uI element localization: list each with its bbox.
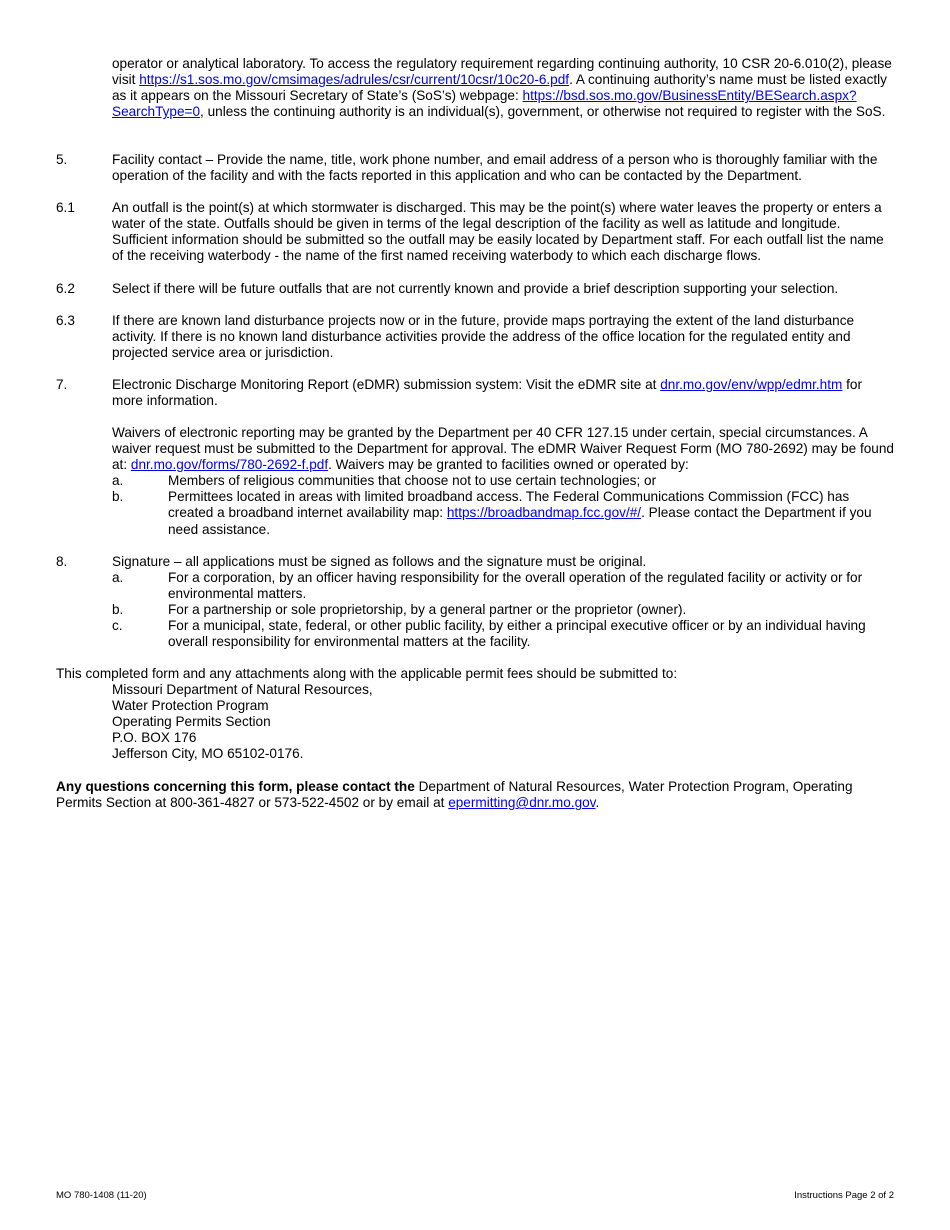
item-6-3-text: If there are known land disturbance projects now or in the future, provide maps portraying the extent of the land disturbance activity. If there is no known land disturbance activities provide the address of the office location for the regulated entity and projected service area or jurisdiction. xyxy=(112,313,855,361)
item-6-1 xyxy=(56,200,896,264)
intro-text-2: . A continuing authority’s name must be listed exactly as it appears on the Missouri Secretary of State’s (SoS’s) webpage: xyxy=(112,72,887,104)
signature-item-c xyxy=(56,618,896,650)
waiver-item-a-letter: a. xyxy=(112,473,124,489)
signature-item-b xyxy=(56,602,896,618)
signature-item-c-text: For a municipal, state, federal, or other public facility, by either a principal executive officer or by an individual having overall responsibility for environmental matters at the facility. xyxy=(168,618,866,650)
item-7-text-2: for more information. xyxy=(112,377,862,409)
item-5-number: 5. xyxy=(56,152,68,167)
contact-paragraph xyxy=(56,779,896,811)
waiver-text-2: . Waivers may be granted to facilities owned or operated by: xyxy=(328,457,689,473)
address-line: Missouri Department of Natural Resources, xyxy=(112,682,373,698)
waiver-form-link[interactable]: dnr.mo.gov/forms/780-2692-f.pdf xyxy=(130,457,329,473)
mailing-address xyxy=(56,682,896,762)
waiver-item-a-text: Members of religious communities that choose not to use certain technologies; or xyxy=(168,473,657,489)
waiver-item-b-text-1: Permittees located in areas with limited broadband access. The Federal Communications Commission (FCC) has created a broadband internet availability map: xyxy=(168,489,850,521)
item-6-3 xyxy=(56,313,896,361)
item-5 xyxy=(56,152,896,184)
address-line: Jefferson City, MO 65102-0176. xyxy=(112,746,304,762)
item-7-waivers xyxy=(56,425,896,538)
address-line: Operating Permits Section xyxy=(112,714,271,730)
signature-item-c-letter: c. xyxy=(112,618,123,634)
intro-paragraph xyxy=(56,56,896,120)
contact-end: . xyxy=(595,795,600,811)
waiver-item-a xyxy=(56,473,896,489)
signature-item-a-letter: a. xyxy=(112,570,124,586)
item-6-1-text: An outfall is the point(s) at which stormwater is discharged. This may be the point(s) where water leaves the property or enters a water of the state. Outfalls should be given in terms of the legal description of the facility as well as latitude and longitude. Sufficient information should be submitted so the outfall may be easily located by Department staff. For each outfall list the name of the receiving waterbody - the name of the first named receiving waterbody to which each discharge flows. xyxy=(112,200,884,264)
item-6-2-number: 6.2 xyxy=(56,281,75,296)
item-8 xyxy=(56,554,896,651)
address-line: Water Protection Program xyxy=(112,698,269,714)
signature-item-a-text: For a corporation, by an officer having responsibility for the overall operation of the regulated facility or activity or for environmental matters. xyxy=(168,570,863,602)
intro-text-1: operator or analytical laboratory. To access the regulatory requirement regarding continuing authority, 10 CSR 20-6.010(2), please visit xyxy=(112,56,892,88)
item-7-text-1: Electronic Discharge Monitoring Report (eDMR) submission system: Visit the eDMR site at xyxy=(112,377,661,392)
page-number: Instructions Page 2 of 2 xyxy=(794,1190,894,1201)
waiver-item-b-letter: b. xyxy=(112,489,124,505)
item-6-3-number: 6.3 xyxy=(56,313,75,328)
intro-text-3: , unless the continuing authority is an individual(s), government, or otherwise not required to register with the SoS. xyxy=(200,104,886,120)
submission-lead: This completed form and any attachments along with the applicable permit fees should be submitted to: xyxy=(56,666,678,681)
address-line: P.O. BOX 176 xyxy=(112,730,197,746)
signature-item-b-letter: b. xyxy=(112,602,124,618)
item-8-text: Signature – all applications must be signed as follows and the signature must be original. xyxy=(112,554,647,569)
submission-section xyxy=(56,666,896,763)
item-7 xyxy=(56,377,896,409)
signature-item-a xyxy=(56,570,896,602)
fcc-broadband-map-link[interactable]: https://broadbandmap.fcc.gov/#/ xyxy=(446,505,642,521)
edmr-site-link[interactable]: dnr.mo.gov/env/wpp/edmr.htm xyxy=(660,377,843,392)
contact-bold-lead: Any questions concerning this form, please contact the xyxy=(56,779,415,794)
signature-item-b-text: For a partnership or sole proprietorship, by a general partner or the proprietor (owner). xyxy=(168,602,687,618)
item-6-2 xyxy=(56,281,896,297)
waiver-item-b-text-2: . Please contact the Department if you need assistance. xyxy=(168,505,872,537)
item-6-1-number: 6.1 xyxy=(56,200,75,215)
item-7-number: 7. xyxy=(56,377,68,392)
csr-rule-link[interactable]: https://s1.sos.mo.gov/cmsimages/adrules/csr/current/10csr/10c20-6.pdf xyxy=(139,72,570,88)
item-5-text: Facility contact – Provide the name, title, work phone number, and email address of a person who is thoroughly familiar with the operation of the facility and with the facts reported in this application and who can be contacted by the Department. xyxy=(112,152,878,184)
item-8-number: 8. xyxy=(56,554,68,569)
waiver-item-b xyxy=(56,489,896,537)
item-6-2-text: Select if there will be future outfalls that are not currently known and provide a brief description supporting your selection. xyxy=(112,281,839,296)
contact-email-link[interactable]: epermitting@dnr.mo.gov xyxy=(448,795,596,811)
form-number: MO 780-1408 (11-20) xyxy=(56,1190,147,1201)
sos-search-link[interactable]: https://bsd.sos.mo.gov/BusinessEntity/BESearch.aspx?SearchType=0 xyxy=(112,88,857,120)
waiver-text-1: Waivers of electronic reporting may be granted by the Department per 40 CFR 127.15 under certain, special circumstances. A waiver request must be submitted to the Department for approval. The eDMR Waiver Request Form (MO 780-2692) may be found at: xyxy=(112,425,894,473)
contact-text: Department of Natural Resources, Water Protection Program, Operating Permits Section at 800-361-4827 or 573-522-4502 or by email at xyxy=(56,779,853,811)
